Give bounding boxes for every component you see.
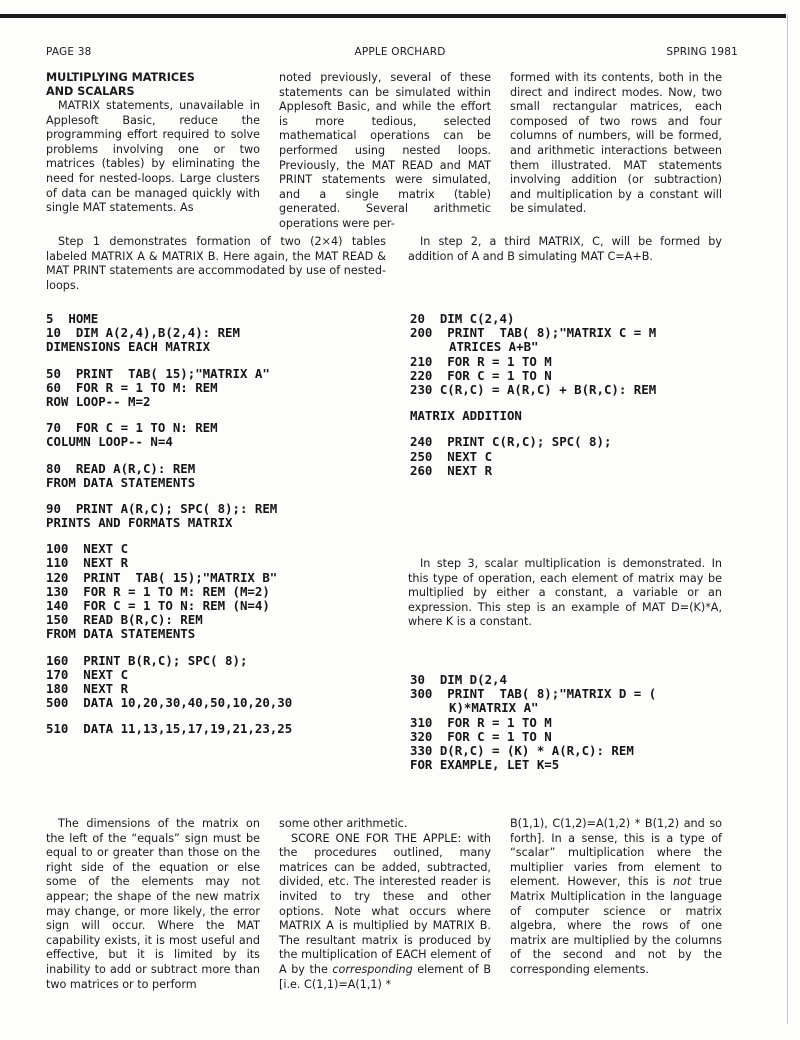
bottom-column-3 <box>510 817 722 978</box>
bottom-paragraph-3 <box>279 832 491 993</box>
emphasis-not: not <box>672 875 692 889</box>
code-line: 210 FOR R = 1 TO M <box>410 353 552 369</box>
bottom-paragraph-4 <box>510 817 722 978</box>
code-line: 500 DATA 10,20,30,40,50,10,20,30 <box>46 695 293 711</box>
code-blank-line <box>46 642 292 654</box>
code-line: 250 NEXT C <box>410 448 493 464</box>
code-line: K)*MATRIX A" <box>449 700 539 716</box>
intro-column-3 <box>510 71 722 217</box>
code-line: 310 FOR R = 1 TO M <box>410 714 552 730</box>
code-listing-step-2 <box>410 312 656 478</box>
code-line: 240 PRINT C(R,C); SPC( 8); <box>410 434 612 450</box>
bottom-column-2 <box>279 817 491 992</box>
code-listing-step-1 <box>46 312 292 737</box>
step-2-text-block <box>408 235 722 264</box>
code-line: 260 NEXT R <box>410 462 493 478</box>
code-line: 330 D(R,C) = (K) * A(R,C): REM <box>410 742 634 758</box>
step-2-paragraph: In step 2, a third MATRIX, C, will be formed by addition of A and B simulating MAT C=A+B. <box>408 235 722 263</box>
code-line: 300 PRINT TAB( 8);"MATRIX D = ( <box>410 686 657 702</box>
code-line: COLUMN LOOP-- N=4 <box>46 434 173 450</box>
intro-paragraph-1: MATRIX statements, unavailable in Applesoft Basic, reduce the programming effort required to solve problems involving one or two matrices (tables) by eliminating the need for nested-loops. Large clusters of data can be managed quickly with single MAT statements. As <box>46 99 260 215</box>
section-title-line-2: AND SCALARS <box>46 85 135 98</box>
step-3-paragraph: In step 3, scalar multiplication is demonstrated. In this type of operation, each element of matrix may be multiplied by either a constant, a variable or an expression. This step is an example of MAT D=(K)*A, where K is a constant. <box>408 557 722 629</box>
code-line: 10 DIM A(2,4),B(2,4): REM <box>46 325 240 341</box>
code-line: PRINTS AND FORMATS MATRIX <box>46 515 233 531</box>
code-line: 230 C(R,C) = A(R,C) + B(R,C): REM <box>410 381 657 397</box>
code-line: 140 FOR C = 1 TO N: REM (N=4) <box>46 598 270 613</box>
step-3-text-block <box>408 557 722 630</box>
code-line: 100 NEXT C <box>46 541 129 557</box>
code-line: MATRIX ADDITION <box>410 408 522 424</box>
bottom-paragraph-4-text: B(1,1), C(1,2)=A(1,2) * B(1,2) and so forth]. In a sense, this is a type of “scalar” multiplication where the multiplier varies from element to element. However, this is <box>510 817 722 889</box>
code-blank-line <box>46 355 292 367</box>
emphasis-corresponding: corresponding <box>332 962 413 976</box>
code-listing-step-3 <box>410 673 656 772</box>
step-1-text-block <box>46 235 386 293</box>
bottom-paragraph-4-tail: true Matrix Multiplication in the language of computer science or matrix algebra, where the rows of one matrix are multiplied by the columns of the second and not by the corresponding elements. <box>510 875 722 976</box>
page-number: PAGE 38 <box>46 46 92 58</box>
bottom-paragraph-1: The dimensions of the matrix on the left of the “equals” sign must be equal to or greater than those on the right side of the equation or else some of the elements may not appear; the shape of the new matrix may change, or more likely, the error sign will occur. Where the MAT capability exists, it is most useful and effective, but it is limited by its inability to add or subtract more than two matrices or to perform <box>46 817 260 991</box>
code-line: ROW LOOP-- M=2 <box>46 393 151 409</box>
code-line: 180 NEXT R <box>46 680 129 696</box>
code-line: 320 FOR C = 1 TO N <box>410 728 552 744</box>
code-line: 110 NEXT R <box>46 555 129 571</box>
code-line: 120 PRINT TAB( 15);"MATRIX B" <box>46 569 278 585</box>
code-line: 160 PRINT B(R,C); SPC( 8); <box>46 652 248 668</box>
intro-paragraph-3: formed with its contents, both in the direct and indirect modes. Now, two small rectangular matrices, each composed of two rows and four columns of numbers, will be formed, and arithmetic interactions between them illustrated. MAT statements involving addition (or subtraction) and multiplication by a constant will be simulated. <box>510 71 722 216</box>
code-line: FROM DATA STATEMENTS <box>46 474 196 490</box>
code-line: DIMENSIONS EACH MATRIX <box>46 339 211 355</box>
code-line: 70 FOR C = 1 TO N: REM <box>46 420 218 436</box>
code-line: 50 PRINT TAB( 15);"MATRIX A" <box>46 365 270 381</box>
code-line: 220 FOR C = 1 TO N <box>410 367 552 383</box>
code-line: 200 PRINT TAB( 8);"MATRIX C = M <box>410 325 657 341</box>
code-line: 90 PRINT A(R,C); SPC( 8);: REM <box>46 500 278 516</box>
top-rule <box>0 14 786 18</box>
bottom-paragraph-3-text: SCORE ONE FOR THE APPLE: with the procedures outlined, many matrices can be added, subtracted, divided, etc. The interested reader is invited to try these and other options. Note what occurs where MATRIX A is multiplied by MATRIX B. The resultant matrix is produced by the multiplication of EACH element of A by the <box>279 831 491 976</box>
bottom-paragraph-3-tail: element of B [i.e. C(1,1)=A(1,1) * <box>279 962 491 991</box>
code-line: FROM DATA STATEMENTS <box>46 626 196 642</box>
code-line: 150 READ B(R,C): REM <box>46 612 203 628</box>
bottom-column-1 <box>46 817 260 992</box>
step-1-paragraph: Step 1 demonstrates formation of two (2×4) tables labeled MATRIX A & MATRIX B. Here again, the MAT READ & MAT PRINT statements are accommodated by use of nested-loops. <box>46 235 386 292</box>
right-margin-line <box>787 14 788 1024</box>
code-line: 5 HOME <box>46 311 99 326</box>
code-line: ATRICES A+B" <box>449 339 539 355</box>
intro-column-1 <box>46 71 260 216</box>
issue-date: SPRING 1981 <box>666 46 738 58</box>
code-line: 30 DIM D(2,4 <box>410 672 507 687</box>
code-line: 130 FOR R = 1 TO M: REM (M=2) <box>46 583 270 599</box>
bottom-paragraph-2: some other arithmetic. <box>279 817 408 830</box>
code-line: 170 NEXT C <box>46 666 129 682</box>
section-title-line-1: MULTIPLYING MATRICES <box>46 71 195 84</box>
code-line: 60 FOR R = 1 TO M: REM <box>46 379 218 395</box>
code-line: 80 READ A(R,C): REM <box>46 460 196 476</box>
intro-paragraph-2: noted previously, several of these statements can be simulated within Applesoft Basic, and while the effort is more tedious, selected mathematical operations can be performed using nested loops. Previously, the MAT READ and MAT PRINT statements were simulated, and a single matrix (table) generated. Several arithmetic operations were per- <box>279 71 491 230</box>
code-line: 510 DATA 11,13,15,17,19,21,23,25 <box>46 721 293 737</box>
magazine-title: APPLE ORCHARD <box>354 46 446 58</box>
intro-column-2 <box>279 71 491 232</box>
code-blank-line <box>46 450 292 462</box>
code-line: FOR EXAMPLE, LET K=5 <box>410 757 560 773</box>
code-line: 20 DIM C(2,4) <box>410 311 515 326</box>
